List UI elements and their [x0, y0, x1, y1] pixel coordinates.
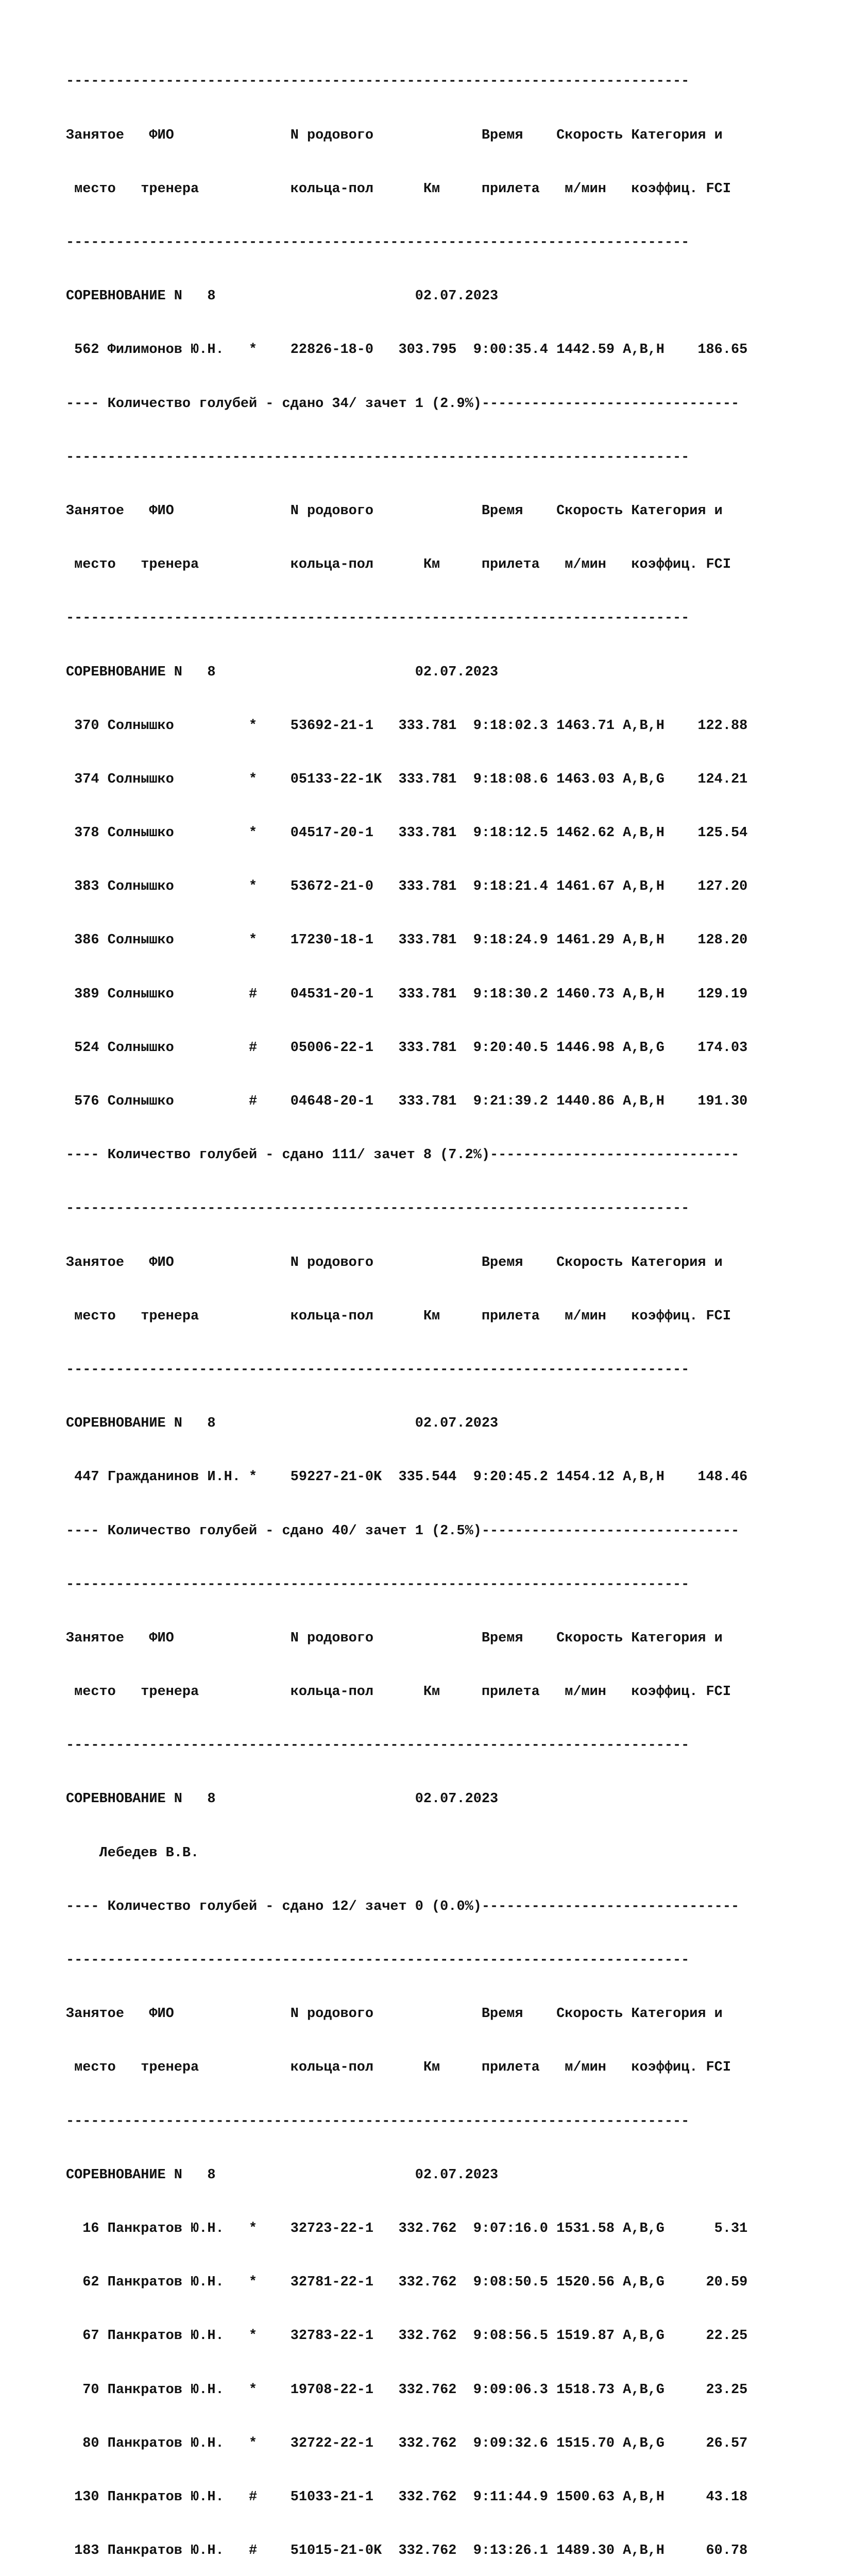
competition-title-line: СОРЕВНОВАНИЕ N 8 02.07.2023: [66, 2167, 499, 2183]
result-row: 378 Солнышко * 04517-20-1 333.781 9:18:12.5 1462.62 A,B,H 125.54: [66, 825, 748, 841]
result-row: 67 Панкратов Ю.Н. * 32783-22-1 332.762 9:08:56.5 1519.87 A,B,G 22.25: [66, 2328, 748, 2344]
column-header-line-1: Занятое ФИО N родового Время Скорость Категория и: [66, 1255, 723, 1270]
separator-line: ---------------------------------------------------------------------------: [66, 1577, 690, 1592]
column-header-line-1: Занятое ФИО N родового Время Скорость Категория и: [66, 503, 723, 519]
separator-line: ---------------------------------------------------------------------------: [66, 235, 690, 251]
result-row: 370 Солнышко * 53692-21-1 333.781 9:18:02.3 1463.71 A,B,H 122.88: [66, 718, 748, 734]
separator-line: ---------------------------------------------------------------------------: [66, 1953, 690, 1969]
column-header-line-1: Занятое ФИО N родового Время Скорость Категория и: [66, 1630, 723, 1646]
summary-line: ---- Количество голубей - сдано 12/ зачет 0 (0.0%)-------------------------------: [66, 1899, 740, 1914]
competition-title-line: СОРЕВНОВАНИЕ N 8 02.07.2023: [66, 664, 499, 680]
column-header-line-2: место тренера кольца-пол Км прилета м/мин коэффиц. FCI: [66, 1684, 731, 1700]
column-header-line-1: Занятое ФИО N родового Время Скорость Категория и: [66, 2006, 723, 2022]
result-row: 183 Панкратов Ю.Н. # 51015-21-0K 332.762 9:13:26.1 1489.30 A,B,H 60.78: [66, 2543, 748, 2559]
result-row: 80 Панкратов Ю.Н. * 32722-22-1 332.762 9:09:32.6 1515.70 A,B,G 26.57: [66, 2435, 748, 2451]
result-row: 389 Солнышко # 04531-20-1 333.781 9:18:30.2 1460.73 A,B,H 129.19: [66, 986, 748, 1002]
separator-line: ---------------------------------------------------------------------------: [66, 74, 690, 90]
result-row: 70 Панкратов Ю.Н. * 19708-22-1 332.762 9:09:06.3 1518.73 A,B,G 23.25: [66, 2382, 748, 2398]
column-header-line-2: место тренера кольца-пол Км прилета м/мин коэффиц. FCI: [66, 181, 731, 197]
result-row: 374 Солнышко * 05133-22-1K 333.781 9:18:08.6 1463.03 A,B,G 124.21: [66, 771, 748, 787]
result-row: 130 Панкратов Ю.Н. # 51033-21-1 332.762 9:11:44.9 1500.63 A,B,H 43.18: [66, 2489, 748, 2505]
competition-title-line: СОРЕВНОВАНИЕ N 8 02.07.2023: [66, 289, 499, 304]
results-printout: [66, 37, 747, 2576]
column-header-line-1: Занятое ФИО N родового Время Скорость Категория и: [66, 127, 723, 143]
summary-line: ---- Количество голубей - сдано 111/ зачет 8 (7.2%)------------------------------: [66, 1147, 740, 1163]
result-row: 576 Солнышко # 04648-20-1 333.781 9:21:39.2 1440.86 A,B,H 191.30: [66, 1094, 748, 1110]
summary-line: ---- Количество голубей - сдано 40/ зачет 1 (2.5%)-------------------------------: [66, 1523, 740, 1539]
result-row: 447 Гражданинов И.Н. * 59227-21-0K 335.544 9:20:45.2 1454.12 A,B,H 148.46: [66, 1469, 748, 1485]
separator-line: ---------------------------------------------------------------------------: [66, 611, 690, 626]
column-header-line-2: место тренера кольца-пол Км прилета м/мин коэффиц. FCI: [66, 2060, 731, 2076]
column-header-line-2: место тренера кольца-пол Км прилета м/мин коэффиц. FCI: [66, 557, 731, 573]
result-row: 16 Панкратов Ю.Н. * 32723-22-1 332.762 9:07:16.0 1531.58 A,B,G 5.31: [66, 2221, 748, 2236]
competition-title-line: СОРЕВНОВАНИЕ N 8 02.07.2023: [66, 1416, 499, 1432]
result-row: 62 Панкратов Ю.Н. * 32781-22-1 332.762 9:08:50.5 1520.56 A,B,G 20.59: [66, 2275, 748, 2291]
column-header-line-2: место тренера кольца-пол Км прилета м/мин коэффиц. FCI: [66, 1308, 731, 1324]
separator-line: ---------------------------------------------------------------------------: [66, 449, 690, 465]
result-row: 524 Солнышко # 05006-22-1 333.781 9:20:40.5 1446.98 A,B,G 174.03: [66, 1040, 748, 1056]
result-row: 562 Филимонов Ю.Н. * 22826-18-0 303.795 9:00:35.4 1442.59 A,B,H 186.65: [66, 342, 748, 358]
separator-line: ---------------------------------------------------------------------------: [66, 1201, 690, 1217]
competition-title-line: СОРЕВНОВАНИЕ N 8 02.07.2023: [66, 1791, 499, 1807]
separator-line: ---------------------------------------------------------------------------: [66, 1362, 690, 1378]
trainer-name-line: Лебедев В.В.: [66, 1845, 199, 1861]
separator-line: ---------------------------------------------------------------------------: [66, 1738, 690, 1754]
separator-line: ---------------------------------------------------------------------------: [66, 2113, 690, 2129]
result-row: 386 Солнышко * 17230-18-1 333.781 9:18:24.9 1461.29 A,B,H 128.20: [66, 933, 748, 948]
summary-line: ---- Количество голубей - сдано 34/ зачет 1 (2.9%)-------------------------------: [66, 396, 740, 412]
result-row: 383 Солнышко * 53672-21-0 333.781 9:18:21.4 1461.67 A,B,H 127.20: [66, 879, 748, 895]
